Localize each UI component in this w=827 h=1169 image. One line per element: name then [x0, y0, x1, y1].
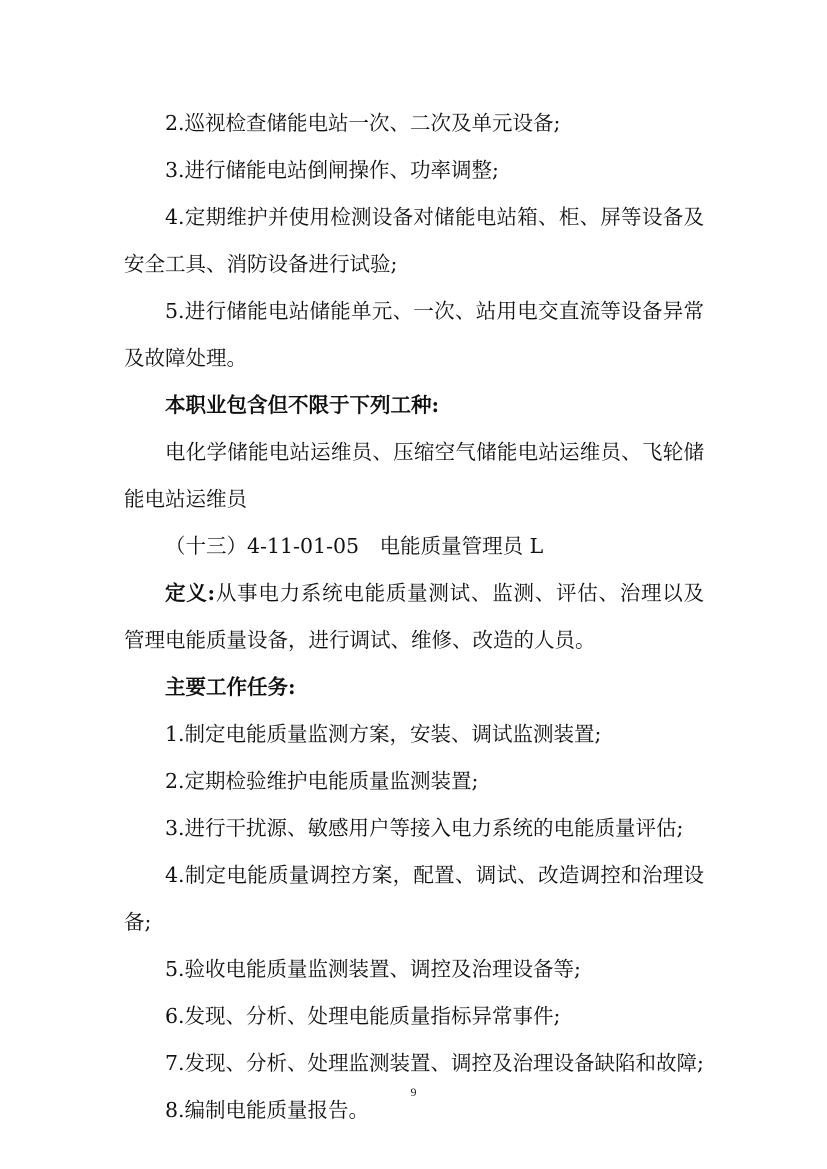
task-item: 7.发现、分析、处理监测装置、调控及治理设备缺陷和故障;	[165, 1051, 704, 1075]
jobs-heading: 本职业包含但不限于下列工种:	[165, 393, 440, 417]
definition-text: 从事电力系统电能质量测试、监测、评估、治理以及管理电能质量设备，进行调试、维修、改造的人员。	[124, 581, 705, 652]
page-number: 9	[410, 1085, 417, 1099]
task-item: 6.发现、分析、处理电能质量指标异常事件;	[165, 1004, 561, 1028]
task-item: 4.制定电能质量调控方案，配置、调试、改造调控和治理设备;	[124, 863, 704, 934]
task-item: 1.制定电能质量监测方案，安装、调试监测装置;	[165, 722, 602, 746]
task-item: 5.进行储能电站储能单元、一次、站用电交直流等设备异常及故障处理。	[124, 299, 704, 370]
task-item: 5.验收电能质量监测装置、调控及治理设备等;	[165, 957, 581, 981]
task-item: 3.进行干扰源、敏感用户等接入电力系统的电能质量评估;	[165, 816, 684, 840]
tasks-heading: 主要工作任务:	[165, 675, 296, 699]
document-body	[124, 100, 704, 1134]
jobs-text: 电化学储能电站运维员、压缩空气储能电站运维员、飞轮储能电站运维员	[124, 440, 704, 511]
task-item: 4.定期维护并使用检测设备对储能电站箱、柜、屏等设备及安全工具、消防设备进行试验;	[124, 205, 704, 276]
definition-label: 定义:	[165, 581, 216, 605]
task-item: 8.编制电能质量报告。	[165, 1098, 370, 1122]
task-item: 2.巡视检查储能电站一次、二次及单元设备;	[165, 111, 561, 135]
task-item: 2.定期检验维护电能质量监测装置;	[165, 769, 479, 793]
task-item: 3.进行储能电站倒闸操作、功率调整;	[165, 158, 499, 182]
definition-paragraph	[124, 570, 704, 664]
occupation-title: （十三）4-11-01-05 电能质量管理员 L	[165, 534, 544, 558]
